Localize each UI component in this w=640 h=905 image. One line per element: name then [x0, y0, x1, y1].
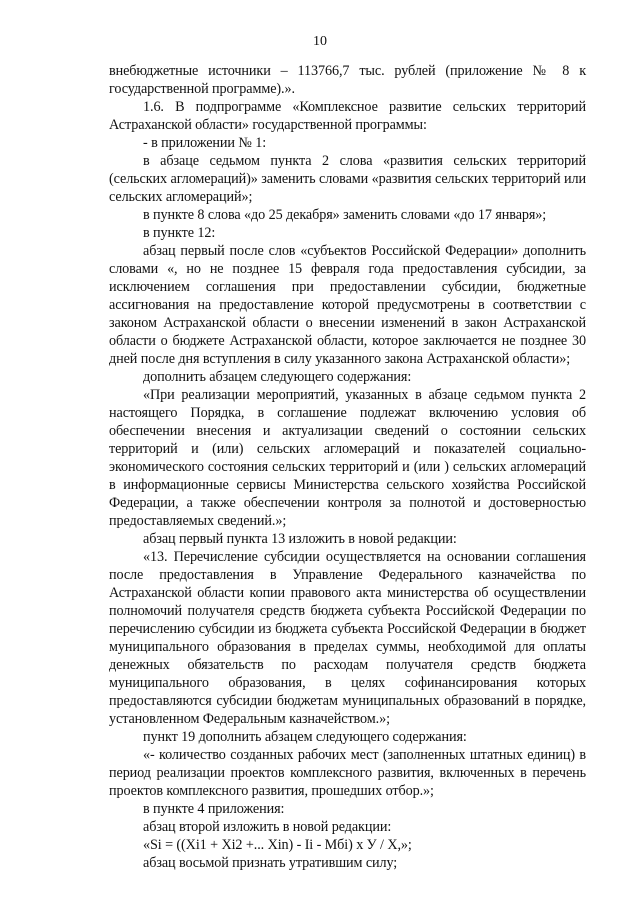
paragraph: в абзаце седьмом пункта 2 слова «развития сельских территорий (сельских агломераций)» заменить словами «развития сельских территорий или сельских агломераций»;	[109, 153, 586, 205]
paragraph: пункт 19 дополнить абзацем следующего содержания:	[143, 729, 467, 745]
paragraph: - в приложении № 1:	[143, 135, 267, 151]
paragraph: 1.6. В подпрограмме «Комплексное развитие сельских территорий Астраханской области» государственной программы:	[109, 99, 586, 133]
paragraph: абзац восьмой признать утратившим силу;	[143, 855, 398, 871]
paragraph: внебюджетные источники – 113766,7 тыс. рублей (приложение № 8 к государственной программе).».	[109, 63, 586, 97]
paragraph: абзац первый после слов «субъектов Российской Федерации» дополнить словами «, но не позднее 15 февраля года предоставления субсидии, за исключением соглашения при предоставлении субсидии, бюджетные ассигнования на предоставление которой предусмотрены в соответствии с законом Астраханской области о внесении изменений в закон Астраханской области о бюджете Астраханской области, которое заключается не позднее 30 дней после дня вступления в силу указанного закона Астраханской области»;	[109, 243, 586, 367]
paragraph: в пункте 12:	[143, 225, 216, 241]
paragraph: абзац второй изложить в новой редакции:	[143, 819, 392, 835]
paragraph: «При реализации мероприятий, указанных в абзаце седьмом пункта 2 настоящего Порядка, в соглашение подлежат включению условия об обеспечении внесения и актуализации сведений о состоянии сельских территорий и (или) сельских агломераций и показателей социально-экономического состояния сельских территорий и (или ) сельских агломераций в информационные сервисы Министерства сельского хозяйства Российской Федерации, а также обеспечении контроля за полнотой и достоверностью предоставляемых сведений.»;	[109, 387, 586, 529]
page-number: 10	[313, 34, 327, 49]
paragraph: в пункте 4 приложения:	[143, 801, 285, 817]
paragraph: в пункте 8 слова «до 25 декабря» заменить словами «до 17 января»;	[143, 207, 547, 223]
paragraph: «13. Перечисление субсидии осуществляется на основании соглашения после предоставления в Управление Федерального казначейства по Астраханской области копии правового акта министерства об осуществлении полномочий получателя средств бюджета субъекта Российской Федерации по перечислению субсидии из бюджета субъекта Российской Федерации в бюджет муниципального образования в пределах суммы, необходимой для оплаты денежных обязательств по расходам получателя средств бюджета муниципального образования, в целях софинансирования которых предоставляются субсидии бюджетам муниципальных образований в порядке, установленном Федеральным казначейством.»;	[109, 549, 586, 727]
paragraph: дополнить абзацем следующего содержания:	[143, 369, 412, 385]
document-body	[109, 62, 586, 872]
formula-paragraph: «Si = ((Xi1 + Xi2 +... Xin) - Ii - Mбi) x У / Х,»;	[143, 837, 412, 853]
paragraph: «- количество созданных рабочих мест (заполненных штатных единиц) в период реализации проектов комплексного развития, включенных в перечень проектов комплексного развития, прошедших отбор.»;	[109, 747, 586, 799]
paragraph: абзац первый пункта 13 изложить в новой редакции:	[143, 531, 457, 547]
